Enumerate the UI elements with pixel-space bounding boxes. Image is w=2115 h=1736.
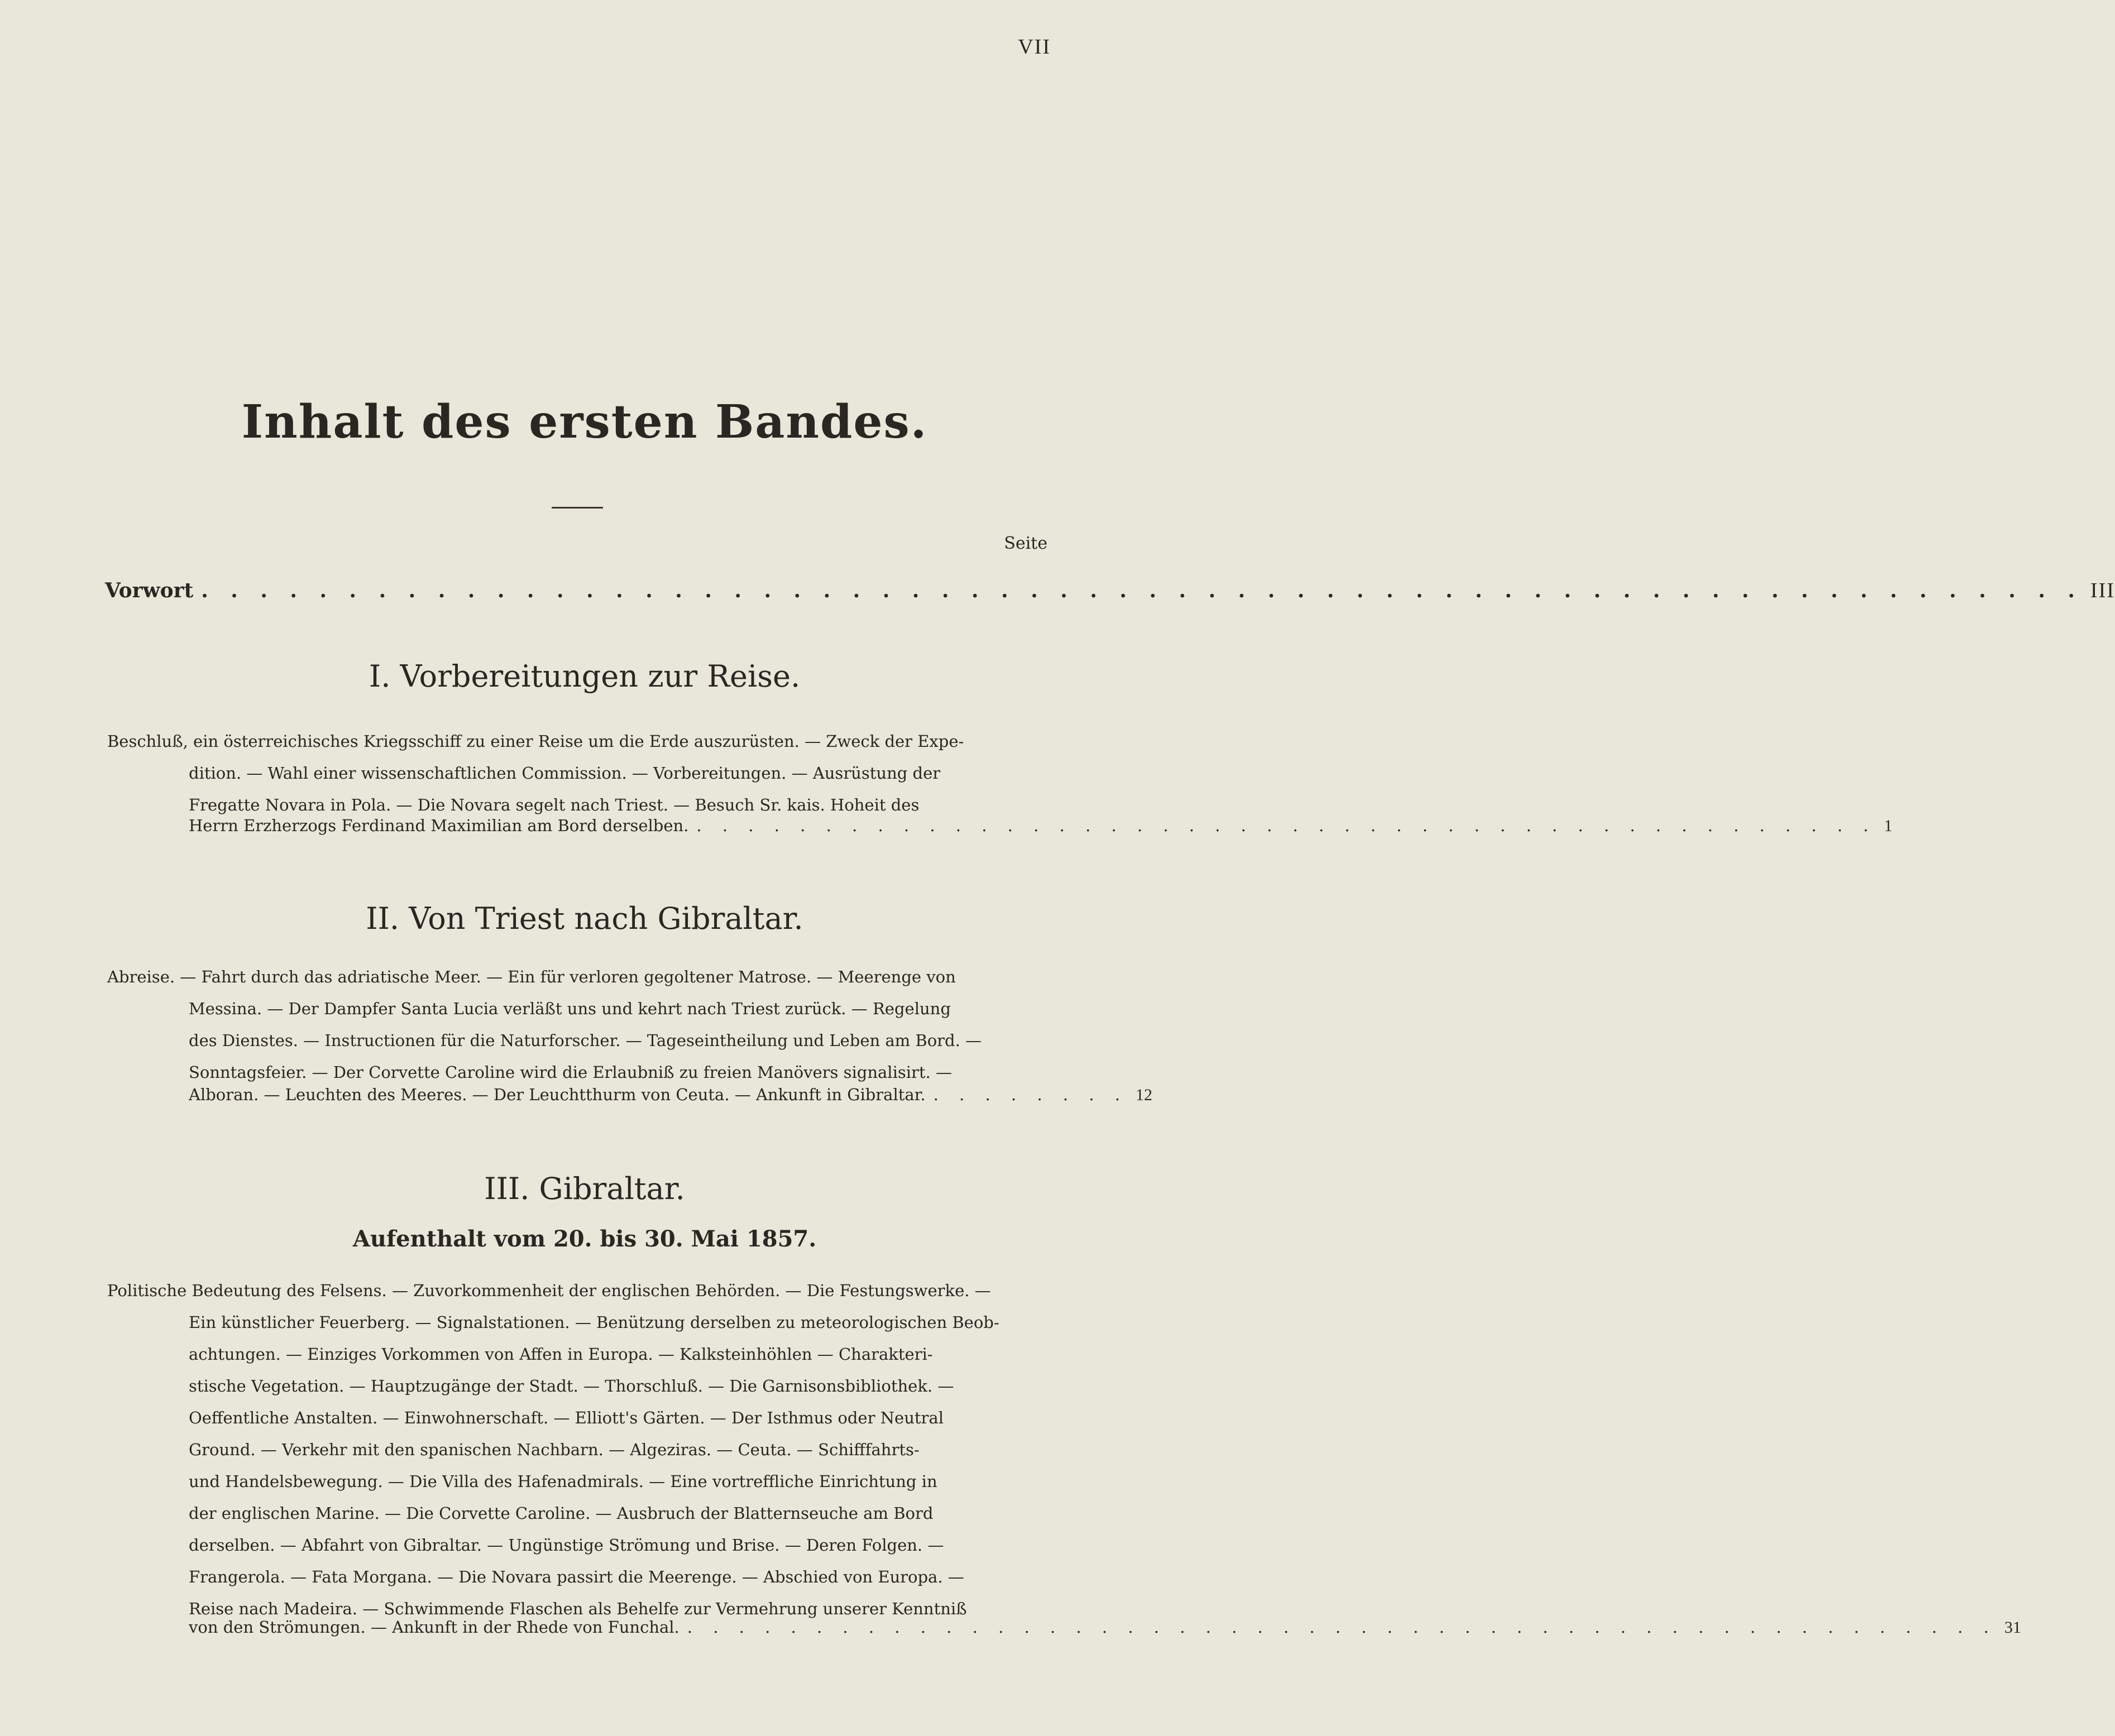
summary-line: Fregatte Novara in Pola. — Die Novara segelt nach Triest. — Besuch Sr. kais. Hoheit des [189,795,920,814]
dot-leader: . . . . . . . . . . . . . . . . . . . . . . . . . . . . . . . . . . . . . . . . . . . . . . . . . . . [687,1618,1997,1637]
summary-line: Abreise. — Fahrt durch das adriatische Meer. — Ein für verloren gegoltener Matrose. — Meerenge von [107,967,956,986]
toc-entry-page: III [2090,579,2115,602]
summary-line: Herrn Erzherzogs Ferdinand Maximilian am Bord derselben. [189,816,689,835]
summary-line: Frangerola. — Fata Morgana. — Die Novara passirt die Meerenge. — Abschied von Europa. — [189,1567,964,1586]
summary-line: Ground. — Verkehr mit den spanischen Nachbarn. — Algeziras. — Ceuta. — Schifffahrts- [189,1440,920,1459]
dot-leader: . . . . . . . . . . . . . . . . . . . . . . . . . . . . . . . . . . . . . . . . . . . . . . [696,816,1877,835]
chapter-subheading-3: Aufenthalt vom 20. bis 30. Mai 1857. [352,1226,817,1252]
chapter-heading-2: II. Von Triest nach Gibraltar. [366,901,803,936]
page-column-label: Seite [1004,534,1047,553]
summary-line: und Handelsbewegung. — Die Villa des Hafenadmirals. — Eine vortreffliche Einrichtung in [189,1472,937,1491]
summary-line: des Dienstes. — Instructionen für die Naturforscher. — Tageseintheilung und Leben am Bord. — [189,1031,982,1050]
chapter-summary-3 [107,1275,999,1625]
toc-entry-chapter-3[interactable] [189,1618,2021,1637]
summary-line: Beschluß, ein österreichisches Kriegsschiff zu einer Reise um die Erde auszurüsten. — Zweck der Expe- [107,732,964,751]
summary-line: Messina. — Der Dampfer Santa Lucia verläßt uns und kehrt nach Triest zurück. — Regelung [189,999,951,1018]
toc-entry-page: 1 [1884,817,1893,835]
summary-line: stische Vegetation. — Hauptzugänge der Stadt. — Thorschluß. — Die Garnisonsbibliothek. — [189,1377,954,1395]
dot-leader: . . . . . . . . . . . . . . . . . . . . . . . . . . . . . . . . . . . . . . . . . . . . . . . . . . . . . . . . . . . . . . . . [201,579,2083,602]
title-divider [552,507,603,509]
summary-line: achtungen. — Einziges Vorkommen von Affen in Europa. — Kalksteinhöhlen — Charakteri- [189,1345,933,1364]
toc-entry-chapter-2[interactable] [189,1085,1152,1105]
chapter-heading-3: III. Gibraltar. [484,1171,685,1206]
summary-line: der englischen Marine. — Die Corvette Caroline. — Ausbruch der Blatternseuche am Bord [189,1504,934,1523]
summary-line: dition. — Wahl einer wissenschaftlichen Commission. — Vorbereitungen. — Ausrüstung der [189,764,941,783]
toc-entry-page: 12 [1135,1086,1152,1104]
summary-line: Alboran. — Leuchten des Meeres. — Der Leuchtthurm von Ceuta. — Ankunft in Gibraltar. [189,1085,926,1104]
summary-line: von den Strömungen. — Ankunft in der Rhede von Funchal. [189,1618,680,1637]
summary-line: Reise nach Madeira. — Schwimmende Flaschen als Behelfe zur Vermehrung unserer Kenntniß [189,1599,967,1618]
summary-line: Ein künstlicher Feuerberg. — Signalstationen. — Benützung derselben zu meteorologischen Beob- [189,1313,999,1332]
toc-entry-label: Vorwort [105,579,194,602]
chapter-summary-1 [107,726,995,821]
toc-entry-vorwort[interactable] [105,578,2115,603]
summary-line: Politische Bedeutung des Felsens. — Zuvorkommenheit der englischen Behörden. — Die Festungswerke. — [107,1281,991,1300]
toc-entry-page: 31 [2004,1618,2021,1637]
page-number: VII [1018,35,1051,59]
dot-leader: . . . . . . . . [933,1085,1128,1104]
chapter-heading-1: I. Vorbereitungen zur Reise. [369,659,801,694]
summary-line: derselben. — Abfahrt von Gibraltar. — Ungünstige Strömung und Brise. — Deren Folgen. — [189,1536,944,1555]
toc-entry-chapter-1[interactable] [189,816,1893,836]
page-title: Inhalt des ersten Bandes. [241,395,928,449]
summary-line: Sonntagsfeier. — Der Corvette Caroline wird die Erlaubniß zu freien Manövers signalisirt. — [189,1063,952,1082]
summary-line: Oeffentliche Anstalten. — Einwohnerschaft. — Elliott's Gärten. — Der Isthmus oder Neutral [189,1408,944,1427]
chapter-summary-2 [107,961,995,1088]
